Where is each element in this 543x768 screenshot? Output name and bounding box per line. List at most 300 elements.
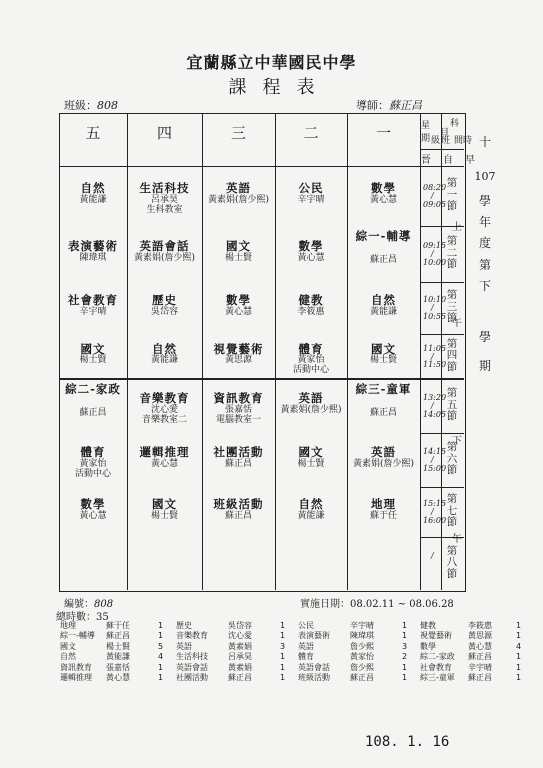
semester-char: 年	[478, 215, 491, 229]
teacher-name: 黃素娟(詹少熙)	[280, 404, 342, 415]
teacher-name: 黃心慧	[79, 510, 107, 521]
start-time: 10:10	[423, 295, 447, 304]
summary-cell: 生活科技	[176, 652, 208, 662]
summary-cell: 1	[158, 631, 164, 641]
subject-name: 自然	[298, 497, 324, 511]
summary-row	[60, 642, 526, 652]
summary-cell: 蘇正昌	[106, 631, 130, 641]
summary-cell: 1	[280, 631, 286, 641]
lesson-cell	[127, 446, 202, 469]
summary-cell: 1	[516, 673, 522, 683]
summary-cell: 1	[280, 621, 286, 630]
summary-cell: 歷史	[176, 621, 192, 630]
grid-row-line	[59, 166, 464, 167]
teacher-name: 黃能謙	[297, 510, 325, 521]
period-char: 節	[446, 258, 458, 271]
time-separator: /	[431, 249, 434, 259]
code-label: 編號：	[64, 599, 94, 610]
code-value: 808	[94, 599, 114, 610]
summary-cell: 社會教育	[420, 662, 452, 672]
teacher-name: 黃家怡	[297, 355, 325, 366]
time-slot	[423, 242, 446, 267]
class-info	[64, 97, 118, 113]
corner-header	[421, 116, 473, 146]
lesson-cell	[275, 240, 347, 263]
grid-column-line	[420, 113, 421, 590]
teacher-name: 張嘉恬	[224, 404, 252, 415]
summary-cell: 地理	[60, 621, 76, 630]
summary-cell: 黃素娟	[228, 662, 252, 672]
morning-session: 晉 自 早	[421, 155, 476, 166]
subject-name: 綜一-輔導	[355, 229, 412, 243]
start-time: 15:15	[423, 499, 447, 508]
lesson-cell	[59, 240, 127, 263]
end-time: 15:00	[423, 463, 447, 473]
teacher-name: 辛宇晴	[79, 306, 107, 317]
lesson-cell	[127, 240, 202, 263]
summary-cell: 1	[516, 621, 522, 630]
summary-cell: 3	[402, 641, 408, 651]
end-time: 10:00	[423, 257, 447, 267]
period-char: 第	[446, 441, 458, 453]
lesson-cell	[275, 446, 347, 469]
time-separator: /	[431, 550, 434, 560]
period-label	[444, 178, 460, 213]
corner-ban: 班	[441, 136, 451, 146]
summary-cell: 自然	[60, 652, 76, 662]
summary-cell: 4	[516, 641, 522, 651]
subject-name: 社會教育	[68, 293, 118, 307]
end-time: 16:00	[423, 515, 447, 525]
summary-cell: 張嘉恬	[106, 662, 130, 672]
summary-cell: 邏輯推理	[60, 673, 92, 683]
period-char: 一	[446, 188, 458, 201]
period-label	[444, 339, 460, 374]
teacher-name: 蘇正昌	[369, 254, 397, 265]
corner-ke: 科	[450, 119, 460, 129]
summary-cell: 楊士賢	[106, 641, 130, 651]
grid-row-line	[420, 487, 464, 488]
subject-name: 英語	[298, 391, 324, 405]
summary-cell: 4	[158, 652, 164, 662]
grid-row-line	[420, 282, 464, 283]
lesson-cell	[127, 498, 202, 521]
lesson-cell	[127, 392, 202, 425]
summary-cell: 班級活動	[298, 673, 330, 683]
start-time: 09:15	[423, 241, 447, 250]
subject-name: 社團活動	[213, 445, 264, 459]
summary-cell: 英語	[176, 641, 192, 651]
lesson-cell	[202, 446, 275, 469]
subject-name: 數學	[298, 239, 324, 253]
summary-cell: 1	[402, 673, 408, 683]
teacher-name: 蘇正昌	[369, 407, 397, 418]
summary-cell: 詹少熙	[350, 662, 374, 672]
hours-value: 35	[96, 612, 109, 623]
lesson-cell	[347, 182, 420, 205]
summary-cell: 辛宇晴	[468, 662, 492, 672]
subject-name: 國文	[226, 239, 251, 253]
corner-shijian: 間時	[454, 136, 473, 146]
subject-name: 生活科技	[139, 181, 190, 195]
teacher-name: 楊士賢	[369, 355, 397, 366]
lesson-cell	[59, 498, 127, 521]
teacher-name: 黃心慧	[150, 458, 178, 469]
period-label	[444, 546, 460, 581]
summary-cell: 沈心愛	[228, 631, 252, 641]
end-time: 14:05	[423, 409, 447, 419]
subject-name: 綜三-童軍	[355, 382, 412, 396]
subject-name: 音樂教育	[139, 391, 190, 405]
summary-cell: 音樂教育	[176, 631, 208, 641]
summary-cell: 黃能謙	[106, 652, 130, 662]
summary-row	[60, 631, 526, 641]
summary-cell: 1	[158, 621, 164, 630]
lesson-cell	[127, 343, 202, 366]
subject-name: 數學	[80, 497, 106, 511]
corner-qi: 期	[421, 134, 431, 144]
day-header: 一	[375, 124, 391, 142]
subject-name: 綜二-家政	[65, 382, 121, 396]
time-slot	[423, 552, 434, 560]
summary-cell: 5	[158, 641, 164, 651]
day-part: 下	[452, 436, 462, 447]
subject-name: 邏輯推理	[139, 445, 190, 459]
summary-row	[60, 621, 526, 631]
summary-cell: 英語會話	[176, 662, 208, 672]
summary-cell: 社團活動	[176, 673, 208, 683]
summary-row	[60, 652, 526, 662]
teacher-name: 黃家怡	[79, 458, 107, 469]
subject-name: 歷史	[152, 293, 177, 307]
summary-cell: 黃心慧	[468, 641, 492, 651]
subject-name: 表演藝術	[68, 239, 118, 253]
day-header: 二	[303, 124, 319, 142]
teacher-name: 黃素娟(詹少熙)	[207, 194, 270, 205]
time-separator: /	[431, 351, 434, 361]
summary-cell: 1	[516, 652, 522, 662]
summary-cell: 綜一-輔導	[60, 631, 95, 641]
corner-xing: 星	[421, 121, 431, 131]
start-time: 14:15	[423, 447, 447, 456]
period-char: 節	[446, 567, 458, 580]
period-label	[444, 442, 460, 477]
teacher-name: 楊士賢	[79, 355, 107, 366]
teacher-name: 活動中心	[292, 365, 329, 376]
period-char: 第	[446, 235, 458, 247]
summary-cell: 英語	[298, 641, 314, 651]
teacher-name: 陳瑋琪	[79, 252, 107, 263]
day-part: 午	[452, 534, 462, 545]
date-stamp: 108. 1. 16	[365, 734, 450, 750]
summary-cell: 綜二-家政	[420, 652, 455, 662]
summary-cell: 視覺藝術	[420, 631, 452, 641]
teacher-summary	[60, 621, 526, 683]
period-char: 三	[446, 300, 458, 313]
summary-cell: 數學	[420, 641, 436, 651]
period-label	[444, 494, 460, 529]
day-part: 上	[452, 222, 462, 233]
lesson-cell	[347, 383, 420, 418]
lesson-cell	[202, 498, 275, 521]
summary-cell: 國文	[60, 641, 76, 651]
lesson-cell	[347, 446, 420, 469]
lesson-cell	[347, 498, 420, 521]
lesson-cell	[202, 240, 275, 263]
corner-mu: 目	[440, 128, 450, 138]
subject-name: 自然	[152, 341, 177, 356]
teacher-name: 蘇正昌	[224, 458, 252, 469]
summary-cell: 黃家怡	[350, 652, 374, 662]
time-slot	[423, 184, 446, 209]
subject-name: 體育	[298, 341, 324, 356]
summary-cell: 1	[280, 673, 286, 683]
period-label	[444, 236, 460, 271]
subject-name: 資訊教育	[213, 391, 264, 405]
period-char: 第	[446, 337, 458, 350]
teacher-name: 李筱惠	[297, 306, 325, 317]
summary-cell: 1	[158, 673, 164, 683]
summary-row	[60, 663, 526, 673]
subject-name: 數學	[371, 181, 396, 195]
subject-name: 公民	[298, 181, 324, 195]
teacher-label: 導師：	[356, 99, 389, 112]
end-time: 09:05	[423, 199, 447, 209]
summary-cell: 綜三-童軍	[420, 673, 455, 683]
teacher-name: 黃思源	[224, 355, 252, 366]
period-label	[444, 388, 460, 423]
teacher-name: 電腦教室一	[215, 414, 261, 425]
summary-row	[60, 673, 526, 683]
start-time: 11:05	[423, 343, 447, 353]
hours-label: 總時數：	[56, 612, 96, 623]
lesson-cell	[127, 294, 202, 317]
period-char: 第	[446, 177, 458, 189]
summary-cell: 1	[280, 662, 286, 672]
teacher-name: 吳岱容	[150, 306, 178, 317]
time-separator: /	[431, 191, 434, 201]
grid-row-line	[420, 334, 464, 335]
summary-cell: 辛宇晴	[350, 621, 374, 630]
period-char: 五	[446, 398, 458, 411]
lesson-cell	[275, 498, 347, 521]
corner-ji: 級	[431, 136, 441, 146]
teacher-name: 黃能謙	[150, 355, 178, 366]
subject-name: 英語	[371, 445, 396, 459]
subject-name: 自然	[80, 181, 106, 195]
summary-cell: 吳岱容	[228, 621, 252, 630]
summary-cell: 李筱惠	[468, 621, 492, 630]
summary-cell: 蘇正昌	[228, 673, 252, 683]
lesson-cell	[202, 294, 275, 317]
period-char: 節	[446, 410, 458, 423]
teacher-name: 楊士賢	[224, 252, 252, 263]
teacher-value: 蘇正昌	[389, 99, 422, 112]
teacher-name: 黃能謙	[369, 306, 397, 317]
lesson-cell	[59, 446, 127, 479]
teacher-name: 楊士賢	[150, 510, 178, 521]
summary-cell: 資訊教育	[60, 662, 92, 672]
summary-cell: 1	[516, 662, 522, 672]
summary-cell: 表演藝術	[298, 631, 330, 641]
teacher-name: 楊士賢	[297, 458, 325, 469]
semester-char: 十	[478, 135, 491, 149]
time-separator: /	[431, 455, 434, 465]
period-char: 八	[446, 556, 458, 569]
period-char: 節	[446, 516, 458, 529]
teacher-name: 活動中心	[74, 468, 111, 479]
date-info	[300, 595, 454, 610]
summary-cell: 陳瑋琪	[350, 631, 374, 641]
lesson-cell	[347, 294, 420, 317]
semester-char: 107	[474, 170, 496, 183]
lesson-cell	[59, 182, 127, 205]
teacher-info	[356, 97, 422, 113]
summary-cell: 英語會話	[298, 662, 330, 672]
subject-name: 自然	[371, 293, 396, 307]
summary-cell: 黃素娟	[228, 641, 252, 651]
subject-name: 地理	[371, 497, 396, 511]
teacher-name: 蘇正昌	[79, 407, 107, 418]
summary-cell: 1	[402, 631, 408, 641]
lesson-cell	[202, 182, 275, 205]
summary-cell: 黃心慧	[106, 673, 130, 683]
subject-name: 健教	[298, 293, 324, 307]
period-char: 節	[446, 464, 458, 477]
teacher-name: 蘇正昌	[224, 510, 252, 521]
period-char: 第	[446, 493, 458, 505]
teacher-name: 黃心慧	[297, 252, 325, 263]
teacher-name: 沈心愛	[150, 404, 178, 415]
teacher-name: 音樂教室二	[141, 414, 187, 425]
date-label: 實施日期：	[300, 599, 350, 610]
period-char: 第	[446, 544, 458, 557]
lesson-cell	[127, 182, 202, 215]
summary-cell: 1	[402, 662, 408, 672]
lesson-cell	[59, 343, 127, 366]
period-char: 七	[446, 504, 458, 517]
teacher-name: 蘇于任	[369, 510, 397, 521]
summary-cell: 體育	[298, 652, 314, 662]
summary-cell: 3	[280, 641, 286, 651]
time-separator: /	[431, 303, 434, 313]
period-char: 第	[446, 387, 458, 399]
subject-name: 視覺藝術	[213, 341, 264, 356]
summary-cell: 1	[158, 662, 164, 672]
summary-cell: 蘇正昌	[468, 652, 492, 662]
summary-cell: 2	[402, 652, 408, 662]
summary-cell: 蘇正昌	[468, 673, 492, 683]
time-slot	[423, 500, 446, 525]
teacher-name: 黃心慧	[369, 194, 397, 205]
teacher-name: 黃素娟(詹少熙)	[133, 252, 196, 263]
time-separator: /	[431, 507, 434, 517]
semester-char: 下	[478, 279, 491, 293]
semester-char: 第	[478, 258, 491, 272]
subject-name: 英語會話	[139, 239, 190, 253]
period-char: 四	[446, 349, 458, 362]
subject-name: 英語	[226, 181, 251, 195]
period-char: 節	[446, 312, 458, 325]
period-char: 二	[446, 246, 458, 259]
lesson-cell	[347, 343, 420, 366]
time-separator: /	[431, 401, 434, 411]
period-char: 第	[446, 289, 458, 301]
subject-name: 體育	[80, 445, 106, 459]
day-part: 午	[452, 318, 462, 329]
noon-divider	[59, 378, 464, 380]
subject-name: 國文	[371, 341, 396, 356]
class-label: 班級：	[64, 99, 97, 112]
teacher-name: 呂承昊	[150, 194, 178, 205]
summary-cell: 1	[402, 621, 408, 630]
start-time: 13:20	[423, 393, 447, 402]
lesson-cell	[275, 294, 347, 317]
time-slot	[423, 394, 446, 419]
summary-cell: 蘇正昌	[350, 673, 374, 683]
subject-name: 數學	[226, 293, 251, 307]
day-header: 三	[230, 124, 246, 142]
lesson-cell	[59, 383, 127, 418]
summary-cell: 呂承昊	[228, 652, 252, 662]
grid-row-line	[420, 149, 464, 150]
day-header: 五	[85, 124, 101, 142]
school-name: 宜蘭縣立中華國民中學	[186, 53, 357, 72]
summary-cell: 1	[280, 652, 286, 662]
page-title: 課程表	[228, 77, 331, 98]
semester-char: 期	[478, 359, 491, 373]
lesson-cell	[347, 230, 420, 265]
subject-name: 國文	[80, 341, 106, 356]
teacher-name: 辛宇晴	[297, 194, 325, 205]
summary-cell: 黃思源	[468, 631, 492, 641]
start-time: 08:20	[423, 183, 447, 192]
summary-cell: 1	[516, 631, 522, 641]
lesson-cell	[275, 182, 347, 205]
lesson-cell	[59, 294, 127, 317]
semester-char: 學	[478, 330, 491, 344]
teacher-name: 黃能謙	[79, 194, 107, 205]
summary-cell: 蘇于任	[106, 621, 130, 630]
lesson-cell	[275, 392, 347, 415]
summary-cell: 健教	[420, 621, 436, 630]
lesson-cell	[202, 392, 275, 425]
class-value: 808	[97, 99, 118, 112]
lesson-cell	[275, 343, 347, 376]
period-char: 節	[446, 360, 458, 373]
time-slot	[423, 345, 446, 370]
subject-name: 國文	[298, 445, 324, 459]
subject-name: 班級活動	[213, 497, 264, 511]
teacher-name: 生科教室	[146, 204, 183, 215]
teacher-name: 黃素娟(詹少熙)	[352, 458, 415, 469]
end-time: 10:55	[423, 311, 447, 321]
summary-cell: 詹少熙	[350, 641, 374, 651]
time-slot	[423, 448, 446, 473]
teacher-name: 黃心慧	[224, 306, 252, 317]
period-char: 節	[446, 200, 458, 213]
end-time: 11:50	[423, 360, 447, 370]
semester-char: 學	[478, 194, 491, 208]
day-header: 四	[156, 124, 172, 142]
lesson-cell	[202, 343, 275, 366]
semester-char: 度	[478, 236, 491, 250]
time-slot	[423, 296, 446, 321]
period-char: 六	[446, 452, 458, 465]
subject-name: 國文	[152, 497, 177, 511]
date-value: 08.02.11 ~ 08.06.28	[350, 599, 454, 610]
summary-cell: 公民	[298, 621, 314, 630]
